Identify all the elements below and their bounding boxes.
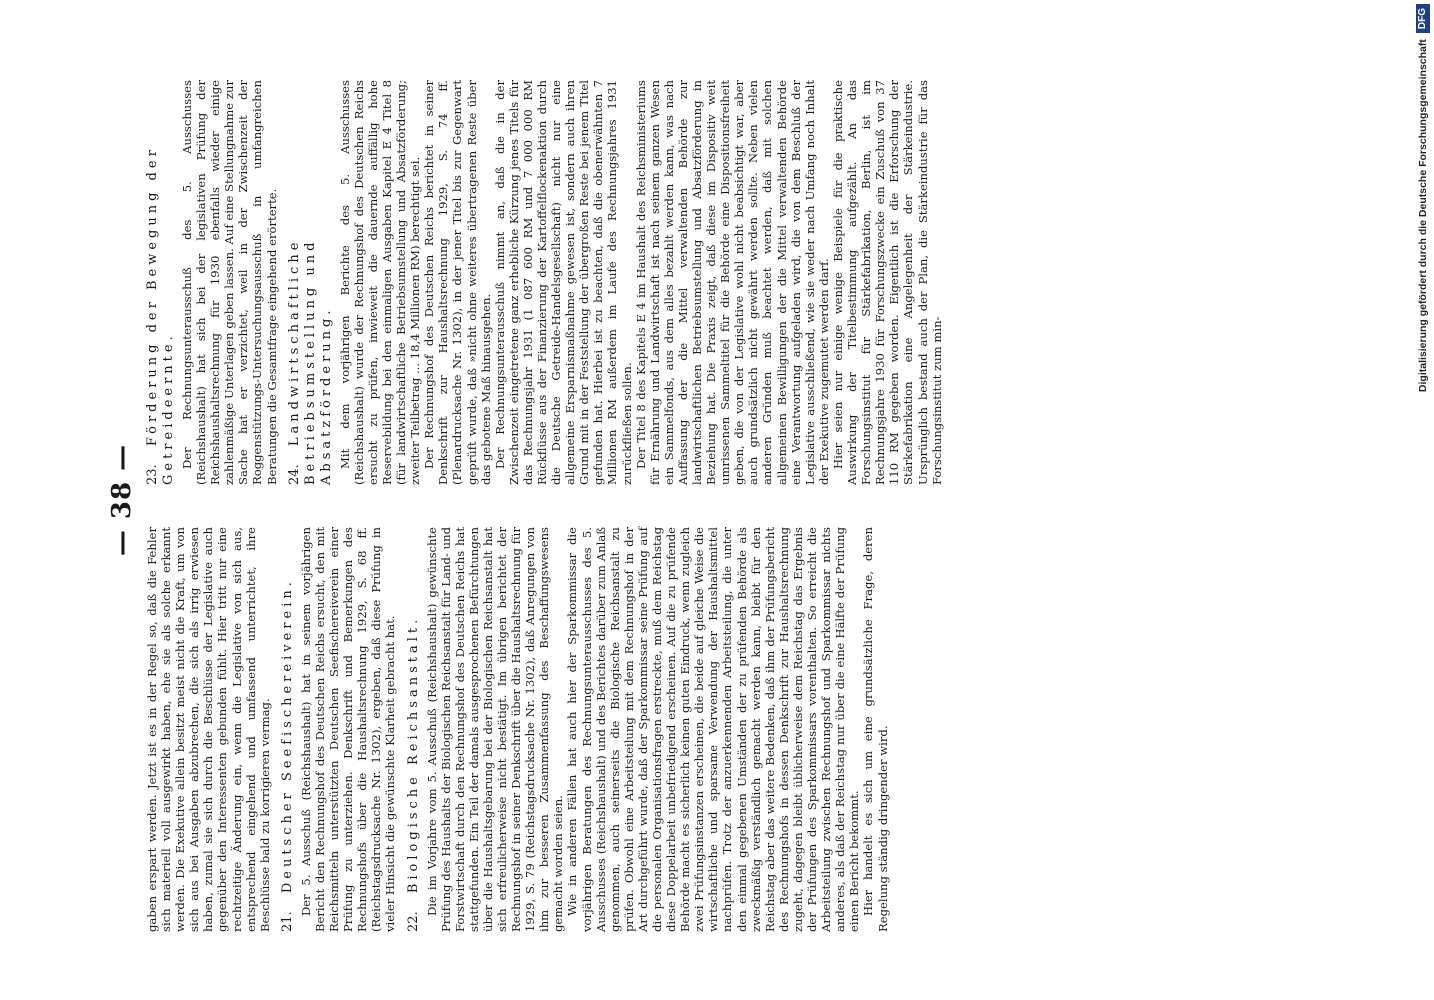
section-22-paragraph: Die im Vorjahre vom 5. Ausschuß (Reichshaushalt) gewünschte Prüfung des Haushalts der Biologischen Reichsanstalt für Land- und Forstwirtschaft durch den Rechnungshof des Deutschen Reichs hat stattgefunden. Ein Teil der damals ausgesprochenen Befürchtungen über die Haushaltsgebarung bei der Biologischen Reichsanstalt hat sich erfreulicherweise nicht bestätigt. Im übrigen berichtet der Rechnungshof in seiner Denkschrift über die Haushaltsrechnung für 1929, S. 79 (Reichstagsdrucksache Nr. 1302), daß Anregungen von ihm zur besseren Zusammenfassung des Beschaffungswesens gemacht worden seien. [424,527,566,932]
section-24-paragraph: Mit dem vorjährigen Berichte des 5. Ausschusses (Reichshaushalt) wurde der Rechnungshof des Deutschen Reichs ersucht zu prüfen, inwieweit die dauernde auffällig hohe Reservebildung bei den einmaligen Ausgaben Kapitel E 4 Titel 8 (für landwirtschaftliche Betriebsumstellung und Absatzförderung; zweiter Teilbetrag ... 18,4 Millionen RM) berechtigt sei. [337,80,423,485]
section-title: Landwirtschaftliche Betriebsumstellung und Absatzförderung. [286,238,334,485]
left-column [145,527,890,932]
section-number: 22. [405,911,421,932]
section-22-paragraph: Hier handelt es sich um eine grundsätzliche Frage, deren Regelung ständig dringender wird. [861,527,890,932]
section-22-paragraph: Wie in anderen Fällen hat auch hier der Sparkommissar die vorjährigen Beratungen des Rechnungsunterausschusses des 5. Ausschusses (Reichshaushalt) und des Berichtes darüber zum Anlaß genommen, auch seinerseits die Biologische Reichsanstalt zu prüfen. Obwohl eine Arbeitsteilung mit dem Rechnungshof in der Art durchgeführt wurde, daß der Sparkommissar seine Prüfung auf die personalen Organisationsfragen erstreckte, muß dem Reichstag diese Doppelarbeit unbefriedigend erscheinen. Auf die zu prüfende Behörde macht es sicherlich keinen guten Eindruck, wenn zugleich zwei Prüfungsinstanzen erscheinen, die beide auf gleiche Weise die wirtschaftliche und sparsame Verwendung der Haushaltsmittel nachprüfen. Trotz der anzuerkennenden Arbeitsteilung, die unter den einmal gegebenen Umständen der zu prüfenden Behörde als zweckmäßig verständlich gemacht werden kann, bleibt für den Reichstag aber das weitere Bedenken, daß ihm der Prüfungsbericht des Rechnungshofs in dessen Denkschrift zur Haushaltsrechnung zugeht, dagegen bleibt üblicherweise dem Reichstag das Ergebnis der Prüfungen des Sparkommissars vorenthalten. So erreicht die Arbeitsteilung zwischen Rechnungshof und Sparkommissar nichts anderes, als daß der Reichstag nur über die eine Hälfte der Prüfung einen Bericht bekommt. [565,527,862,932]
section-23-heading [145,80,177,485]
section-24-paragraph: Der Titel 8 des Kapitels E 4 im Haushalt des Reichsministeriums für Ernährung und Landwirtschaft ist nach seinem ganzen Wesen ein Sammelfonds, aus dem alles bezahlt werden kann, was nach Auffassung der die Mittel verwaltenden Behörde zur landwirtschaftlichen Betriebsumstellung und Absatzförderung in Beziehung hat. Die Praxis zeigt, daß diese im Dispositiv weit umrissenen Sammeltitel für die Behörde eine Dispositionsfreiheit geben, die von der Legislative wohl nicht beabsichtigt war, aber auch grundsätzlich nicht gewährt werden sollte. Neben vielen anderen Gründen muß beachtet werden, daß mit solchen allgemeinen Bewilligungen der die Mittel verwaltenden Behörde eine Verantwortung aufgeladen wird, die von dem Beschluß der Legislative ausschließend, wie sie weder nach Umfang noch Inhalt der Exekutive zugemutet werden darf. [633,80,831,485]
section-24-paragraph: Hier seien nur einige wenige Beispiele für die praktische Auswirkung der Titelbestimmung aufgezählt. An das Forschungsinstitut für Stärkefabrikation, Berlin, ist im Rechnungsjahre 1930 für Forschungszwecke ein Zuschuß von 37 110 RM gegeben worden. Eigentlich ist die Erforschung der Stärkefabrikation eine Angelegenheit der Stärkeindustrie. Ursprünglich bestand auch der Plan, die Stärkeindustrie für das Forschungsinstitut zum min- [830,80,944,485]
digitization-stamp [1412,4,1434,994]
section-23-paragraph: Der Rechnungsunterausschuß des 5. Ausschusses (Reichshaushalt) hat sich bei der legislativen Prüfung der Reichshaushaltsrechnung für 1930 ebenfalls wieder einige zahlenmäßige Unterlagen geben lassen. Auf eine Stellungnahme zur Sache hat er verzichtet, weil in der Zwischenzeit der Roggenstützungs-Untersuchungsausschuß in umfangreichen Beratungen die Gesamtfrage eingehend erörterte. [180,80,279,485]
rotated-page [107,60,1434,940]
left-intro-paragraph: gaben erspart werden. Jetzt ist es in der Regel so, daß die Fehler sich materiell voll ausgewirkt haben, ehe sie als solche erkannt werden. Die Exekutive allein besitzt meist nicht die Kraft, um von sich aus bei Ausgaben abzubrechen, die sich als irrig erwiesen haben, zumal sie sich durch die Beschlüsse der Legislative auch gegenüber den Interessenten gebunden fühlt. Hier tritt nur eine rechtzeitige Änderung ein, wenn die Legislative von sich aus, entsprechend eingehend und umfassend unterrichtet, ihre Beschlüsse bald zu korrigieren vermag. [145,527,272,932]
stamp-text: Digitalisierung gefördert durch die Deutsche Forschungsgemeinschaft [1417,39,1429,393]
section-number: 21. [279,911,295,932]
section-21-paragraph: Der 5. Ausschuß (Reichshaushalt) hat in seinem vorjährigen Bericht den Rechnungshof des Deutschen Reichs ersucht, den mit Reichsmitteln unterstützten Deutschen Seefischereiverein einer Prüfung zu unterziehen. Denkschrift und Bemerkungen des Rechnungshofs über die Haushaltsrechnung 1929, S. 68 ff. (Reichstagsdrucksache Nr. 1302), ergeben, daß diese Prüfung in vieler Hinsicht die gewünschte Klarheit gebracht hat. [298,527,398,932]
section-24-paragraph: Der Rechnungsunterausschuß nimmt an, daß die in der Zwischenzeit eingetretene ganz erhebliche Kürzung jenes Titels für das Rechnungsjahr 1931 (1 087 600 RM und 7 000 000 RM Rückflüsse aus der Finanzierung der Kartoffelflockenaktion durch die Deutsche Getreide-Handelsgesellschaft) nicht nur eine allgemeine Ersparnismaßnahme gewesen ist, sondern auch ihren Grund mit in der Feststellung der übergroßen Reste bei jenem Titel gefunden hat. Hierbei ist zu beachten, daß die obenerwähnten 7 Millionen RM außerdem im Laufe des Rechnungsjahres 1931 zurückfließen sollen. [492,80,634,485]
section-number: 24. [286,464,302,485]
section-21-heading [280,527,296,932]
dfg-logo: DFG [1416,4,1430,33]
stamp-text-row [1412,4,1434,994]
section-24-paragraph: Der Rechnungshof des Deutschen Reichs berichtet in seiner Denkschrift zur Haushaltsrechnung 1929, S. 74 ff. (Plenardrucksache Nr. 1302), in der jener Titel bis zur Gegenwart geprüft wurde, daß »nicht ohne weiteres übertragenen Reste über das gebotene Maß hinausgehen. [422,80,493,485]
section-title: Deutscher Seefischereiverein. [279,578,295,894]
right-column [145,80,944,485]
section-title: Biologische Reichsanstalt. [405,615,421,894]
section-24-heading [287,80,335,485]
section-22-heading [406,527,422,932]
page-number: — 38 — [107,443,137,557]
section-number: 23. [145,464,160,485]
section-title: Förderung der Bewegung der Getreideernte. [145,146,176,485]
